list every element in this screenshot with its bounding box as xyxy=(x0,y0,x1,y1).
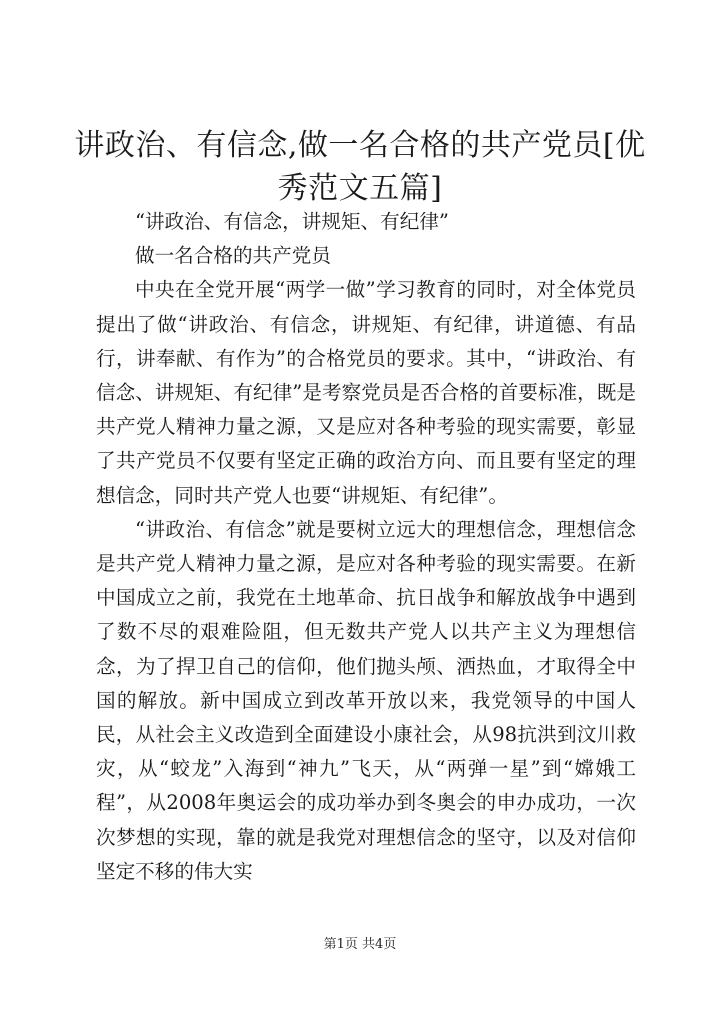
paragraph-ideals: “讲政治、有信念”就是要树立远大的理想信念，理想信念是共产党人精神力量之源，是应对各种考验的现实需要。在新中国成立之前，我党在土地革命、抗日战争和解放战争中遇到了数不尽的艰难险阻，但无数共产党人以共产主义为理想信念，为了捍卫自己的信仰，他们抛头颅、洒热血，才取得全中国的解放。新中国成立到改革开放以来，我党领导的中国人民，从社会主义改造到全面建设小康社会，从98抗洪到汶川救灾，从“蛟龙”入海到“神九”飞天，从“两弹一星”到“嫦娥工程”，从2008年奥运会的成功举办到冬奥会的申办成功，一次次梦想的实现，靠的就是我党对理想信念的坚守，以及对信仰坚定不移的伟大实 xyxy=(96,517,636,883)
paragraph-subheading: 做一名合格的共产党员 xyxy=(135,244,331,268)
paragraph-quote-heading: “讲政治、有信念，讲规矩、有纪律” xyxy=(135,210,449,233)
paragraph-intro: 中央在全党开展“两学一做”学习教育的同时，对全体党员提出了做“讲政治、有信念，讲规矩、有纪律，讲道德、有品行，讲奉献、有作为”的合格党员的要求。其中，“讲政治、有信念、讲规矩、有纪律”是考察党员是否合格的首要标准，既是共产党人精神力量之源，又是应对各种考验的现实需要，彰显了共产党员不仅要有坚定正确的政治方向、而且要有坚定的理想信念，同时共产党人也要“讲规矩、有纪律”。 xyxy=(96,278,636,507)
document-title: 讲政治、有信念,做一名合格的共产党员[优秀范文五篇] xyxy=(74,128,646,206)
document-body xyxy=(96,205,636,889)
page-number-footer: 第1页 共4页 xyxy=(323,937,397,952)
